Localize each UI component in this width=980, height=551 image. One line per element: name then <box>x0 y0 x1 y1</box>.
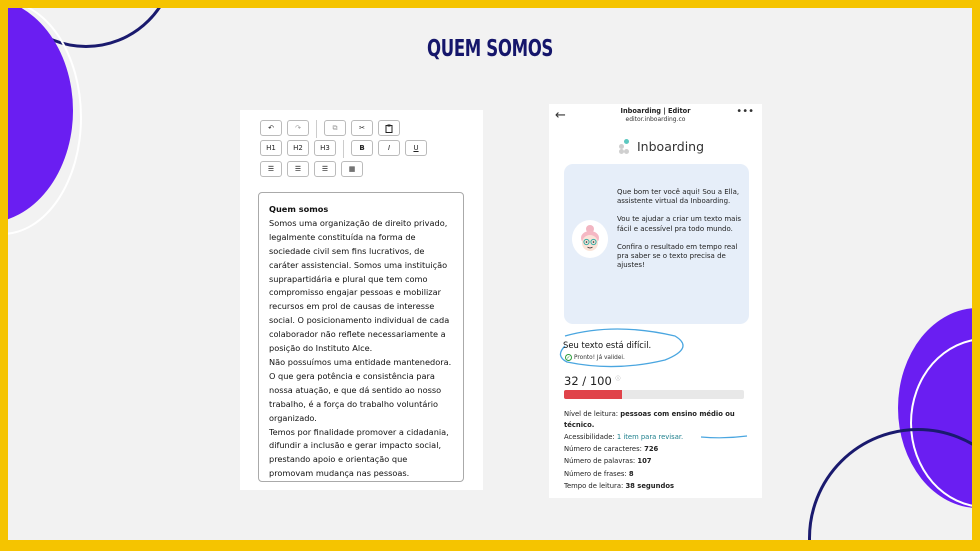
paste-icon <box>385 124 393 133</box>
sentences-value: 8 <box>628 469 634 478</box>
cut-button[interactable] <box>351 120 373 136</box>
editor-text-area[interactable] <box>258 192 464 482</box>
redo-icon: ↷ <box>295 124 301 132</box>
status-subtitle <box>565 354 625 361</box>
text-stats <box>564 409 754 492</box>
toolbar-row <box>260 120 400 136</box>
reading-level-label: Nível de leitura: <box>564 410 619 418</box>
status-subtitle-text: Pronto! Já validei. <box>574 354 625 361</box>
accessibility-link[interactable]: 1 item para revisar. <box>616 433 684 441</box>
redo-button[interactable] <box>287 120 309 136</box>
assistant-message <box>564 164 749 324</box>
slide <box>8 8 972 540</box>
numbered-list-icon: ☰ <box>294 165 302 173</box>
decorative-ring <box>808 428 972 540</box>
bullet-list-icon: ☰ <box>267 165 275 173</box>
toolbar-row <box>260 140 427 156</box>
phone-screen <box>549 104 762 498</box>
underline-annotation <box>699 434 749 440</box>
heading3-button[interactable]: H3 <box>314 140 336 156</box>
underline-button[interactable]: U <box>405 140 427 156</box>
header-title: Inboarding | Editor <box>620 107 691 115</box>
sentences-label: Número de frases: <box>564 469 627 478</box>
assistant-paragraph: Confira o resultado em tempo real pra saber se o texto precisa de ajustes! <box>617 242 738 270</box>
back-arrow-icon[interactable]: ← <box>555 108 566 123</box>
undo-icon: ↶ <box>268 124 274 132</box>
table-button[interactable] <box>341 161 363 177</box>
editor-paragraph: Não possuímos uma entidade mantenedora. O que gera potência e consistência para nossa atuação, e que dá sentido ao nosso trabalho, é a força do trabalho voluntário organizado. <box>269 356 452 423</box>
info-icon[interactable]: ⓘ <box>615 376 621 383</box>
inboarding-logo-icon <box>619 138 633 154</box>
heading2-button[interactable]: H2 <box>287 140 309 156</box>
words-value: 107 <box>637 457 652 466</box>
status-title: Seu texto está difícil. <box>563 340 652 350</box>
score-bar-fill <box>564 390 622 399</box>
toolbar-divider <box>343 140 344 158</box>
toolbar-divider <box>316 120 317 138</box>
numbered-list-button[interactable] <box>287 161 309 177</box>
copy-button[interactable] <box>324 120 346 136</box>
heading1-button[interactable]: H1 <box>260 140 282 156</box>
copy-icon: ⧉ <box>332 123 338 132</box>
reading-level-value: pessoas com ensino médio ou técnico. <box>564 410 735 429</box>
score-text: 32 / 100 <box>564 374 612 388</box>
align-button[interactable] <box>314 161 336 177</box>
toolbar-row <box>260 161 363 177</box>
chars-count <box>564 443 754 455</box>
assistant-paragraph: Que bom ter você aqui! Sou a Ella, assistente virtual da Inboarding. <box>617 188 740 206</box>
reading-time-value: 38 segundos <box>625 481 675 490</box>
assistant-avatar <box>572 220 608 258</box>
undo-button[interactable] <box>260 120 282 136</box>
reading-level <box>564 409 754 431</box>
reading-time <box>564 480 754 492</box>
words-count <box>564 455 754 467</box>
words-label: Número de palavras: <box>564 457 636 466</box>
italic-button[interactable]: I <box>378 140 400 156</box>
sentences-count <box>564 468 754 480</box>
editor-paragraph: Somos uma organização de direito privado, legalmente constituída na forma de sociedade civil sem fins lucrativos, de caráter assistencial. Somos uma instituição suprapartidária e plural que tem como compromisso engajar pessoas e mobilizar recursos em prol de causas de interesse social. O posicionamento individual de cada colaborador não reflete necessariamente a posição do Instituto Alce. <box>269 217 450 354</box>
paste-button[interactable] <box>378 120 400 136</box>
align-icon: ☰ <box>321 165 329 173</box>
chars-value: 726 <box>644 445 659 454</box>
brand <box>619 138 704 154</box>
score <box>564 374 620 388</box>
reading-time-label: Tempo de leitura: <box>564 481 624 490</box>
cut-icon: ✂ <box>359 124 365 132</box>
chars-label: Número de caracteres: <box>564 445 642 454</box>
bold-button[interactable]: B <box>351 140 373 156</box>
score-bar <box>564 390 744 399</box>
bullet-list-button[interactable] <box>260 161 282 177</box>
table-icon: ▦ <box>348 165 356 173</box>
check-icon: ✓ <box>566 354 571 361</box>
editor-heading: Quem somos <box>269 204 329 214</box>
more-menu-icon[interactable]: ••• <box>736 106 754 117</box>
assistant-text <box>617 188 743 279</box>
header-url: editor.inboarding.co <box>625 116 686 123</box>
text-editor <box>240 110 483 490</box>
editor-paragraph: Temos por finalidade promover a cidadania, difundir a inclusão e gerar impacto social, prestando apoio e orientação que promovam mudança nas pessoas. <box>269 426 449 479</box>
accessibility-label: Acessibilidade: <box>564 433 615 441</box>
assistant-paragraph: Vou te ajudar a criar um texto mais fácil e acessível pra todo mundo. <box>617 215 742 233</box>
slide-title: QUEM SOMOS <box>427 36 553 62</box>
brand-name: Inboarding <box>637 138 705 154</box>
